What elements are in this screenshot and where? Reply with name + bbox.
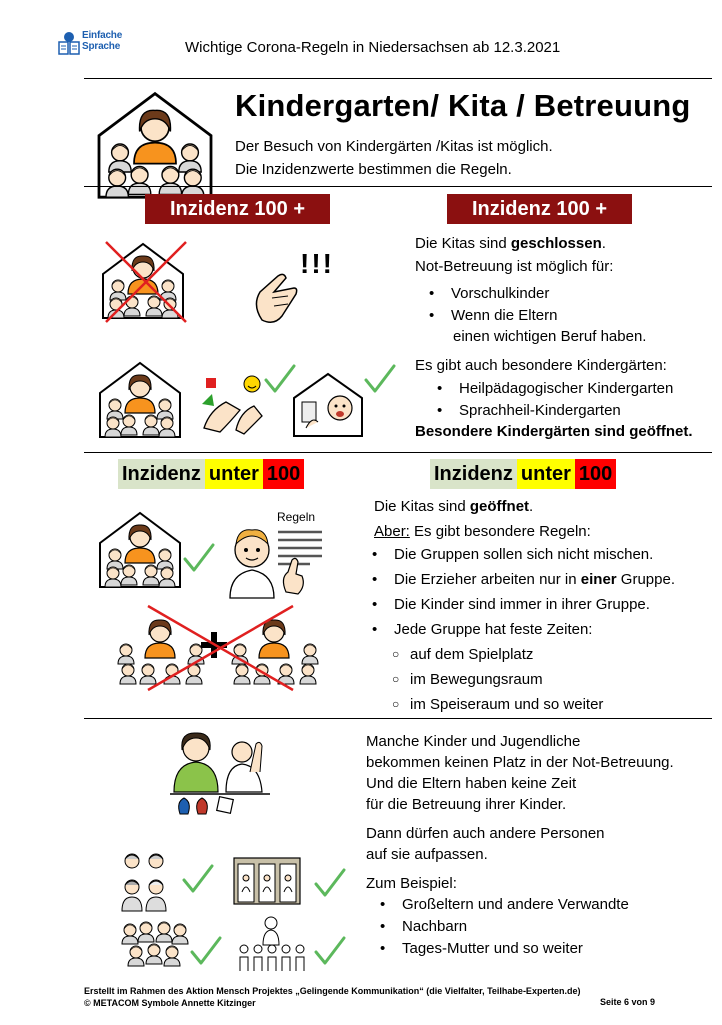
list-item: ○ im Bewegungsraum — [372, 669, 714, 690]
banner-incidence-low-right — [430, 459, 616, 489]
list-item: ○ im Speiseraum und so weiter — [372, 694, 714, 715]
emergency-care-list — [415, 283, 715, 326]
banner-part-incidence: Inzidenz — [118, 459, 205, 489]
logo-icon — [58, 30, 80, 56]
kitas-closed-line: Die Kitas sind geschlossen. — [415, 235, 606, 252]
logo-text-line2: Sprache — [82, 41, 121, 52]
exclamation-marks: !!! — [300, 248, 334, 279]
other-care-line-6: auf sie aufpassen. — [366, 846, 488, 863]
neighbors-building-icon — [234, 858, 304, 906]
page-number: Seite 6 von 9 — [600, 997, 656, 1007]
rules-label: Regeln — [277, 510, 316, 524]
einfache-sprache-logo — [58, 30, 128, 58]
list-item: • Vorschulkinder — [415, 283, 715, 304]
divider-3 — [84, 718, 712, 719]
rules-list — [358, 544, 714, 640]
childminder-icon — [236, 915, 306, 975]
list-item: • Heilpädagogischer Kindergarten — [423, 378, 715, 399]
list-item: ○ auf dem Spielplatz — [372, 644, 714, 665]
example-label: Zum Beispiel: — [366, 875, 457, 892]
intro-text — [235, 135, 553, 181]
other-care-line-3: Und die Eltern haben keine Zeit — [366, 775, 577, 792]
footer-credit-line: Erstellt im Rahmen des Aktion Mensch Projektes „Gelingende Kommunikation“ (die Vielfalter, Teilhabe-Experten.de) — [84, 986, 581, 996]
check-icon — [184, 866, 214, 894]
special-kitas-line: Es gibt auch besondere Kindergärten: — [415, 357, 667, 374]
grandparents-icon — [118, 853, 178, 913]
list-item: • Sprachheil-Kindergarten — [423, 400, 715, 421]
list-item: • Nachbarn — [366, 916, 716, 937]
special-kitas-open-line: Besondere Kindergärten sind geöffnet. — [415, 423, 693, 440]
banner-part-incidence: Inzidenz — [430, 459, 517, 489]
intro-line-1: Der Besuch von Kindergärten /Kitas ist möglich. — [235, 138, 553, 155]
speech-therapy-house-icon — [292, 372, 367, 442]
kita-open-icon — [95, 505, 190, 595]
high-incidence-text — [415, 233, 715, 442]
banner-part-under: unter — [205, 459, 263, 489]
banner-incidence-low-left — [118, 459, 304, 489]
family-icon — [120, 918, 190, 973]
banner-part-under: unter — [517, 459, 575, 489]
therapy-play-icon — [200, 370, 270, 440]
footer — [84, 985, 580, 1009]
intro-line-2: Die Inzidenzwerte bestimmen die Regeln. — [235, 161, 512, 178]
other-care-text — [366, 731, 716, 959]
banner-part-100: 100 — [263, 459, 304, 489]
banner-incidence-high-left: Inzidenz 100 + — [145, 194, 330, 224]
emergency-care-line: Not-Betreuung ist möglich für: — [415, 258, 614, 275]
logo-text-line1: Einfache — [82, 30, 123, 41]
divider-2 — [84, 452, 712, 453]
check-icon — [316, 938, 346, 966]
divider-1 — [84, 186, 712, 187]
header-title: Wichtige Corona-Regeln in Niedersachsen ab 12.3.2021 — [185, 39, 561, 56]
check-icon — [316, 870, 346, 898]
other-care-line-4: für die Betreuung ihrer Kinder. — [366, 796, 567, 813]
kitas-open-line: Die Kitas sind geöffnet. — [374, 498, 534, 515]
kita-group-icon — [92, 88, 222, 178]
fixed-times-list — [372, 644, 714, 715]
low-incidence-text — [374, 496, 714, 715]
list-item: • Die Kinder sind immer in ihrer Gruppe. — [358, 594, 714, 615]
banner-incidence-high-right: Inzidenz 100 + — [447, 194, 632, 224]
check-icon — [185, 545, 215, 573]
banner-part-100: 100 — [575, 459, 616, 489]
example-list — [366, 894, 716, 959]
check-icon — [192, 938, 222, 966]
other-care-line-2: bekommen keinen Platz in der Not-Betreuung. — [366, 754, 674, 771]
special-kitas-list — [423, 378, 715, 421]
list-item: • Wenn die Eltern — [415, 305, 715, 326]
adult-child-play-icon — [170, 728, 270, 818]
list-item-continuation: einen wichtigen Beruf haben. — [453, 328, 647, 345]
rules-person-icon — [230, 524, 330, 599]
other-care-line-1: Manche Kinder und Jugendliche — [366, 733, 581, 750]
page-title: Kindergarten/ Kita / Betreuung — [235, 88, 691, 123]
list-item: • Die Gruppen sollen sich nicht mischen. — [358, 544, 714, 565]
footer-copyright-line: © METACOM Symbole Annette Kitzinger — [84, 998, 256, 1008]
other-care-line-5: Dann dürfen auch andere Personen — [366, 825, 605, 842]
special-rules-line: Aber: Es gibt besondere Regeln: — [374, 523, 591, 540]
check-icon — [366, 366, 396, 394]
list-item: • Die Erzieher arbeiten nur in einer Gruppe. — [358, 569, 714, 590]
list-item: • Tages-Mutter und so weiter — [366, 938, 716, 959]
list-item: • Jede Gruppe hat feste Zeiten: — [358, 619, 714, 640]
list-item: • Großeltern und andere Verwandte — [366, 894, 716, 915]
divider-top — [84, 78, 712, 79]
kita-open-icon — [95, 355, 190, 445]
kita-closed-icon — [98, 236, 193, 326]
no-mixing-cross-icon — [118, 604, 318, 692]
